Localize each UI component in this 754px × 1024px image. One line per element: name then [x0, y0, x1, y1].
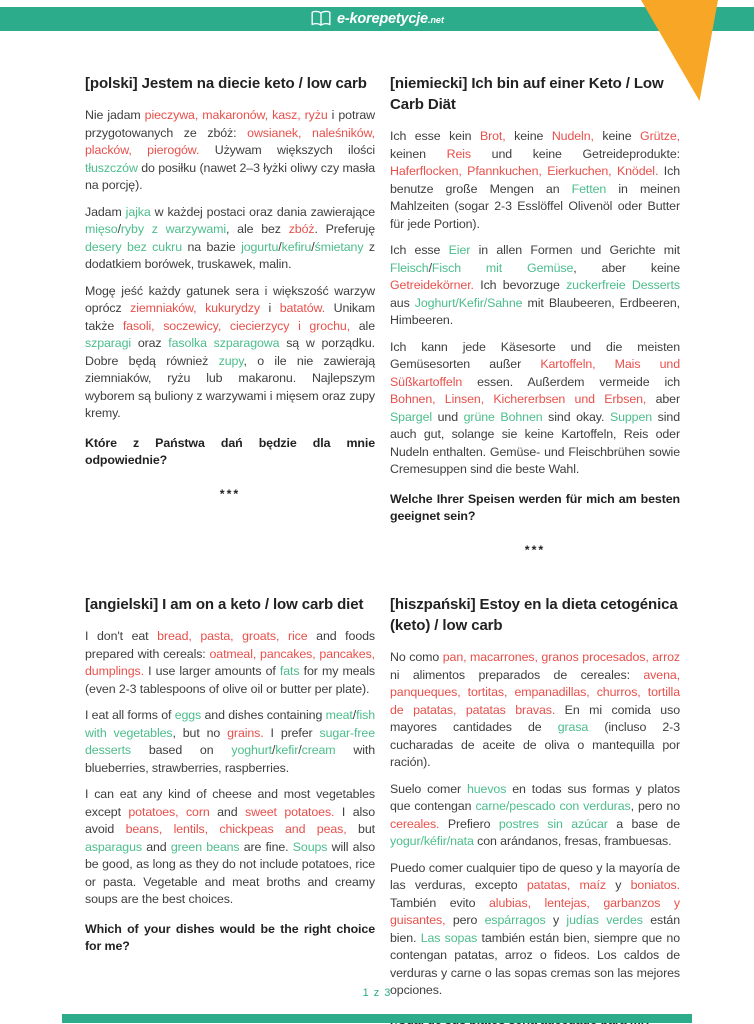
allowed-food-text: meat — [325, 708, 353, 722]
forbidden-food-text: beans, lentils, chickpeas and peas, — [125, 822, 347, 836]
body-paragraph — [85, 628, 375, 698]
forbidden-food-text: bread, pasta, groats, rice — [157, 629, 308, 643]
text-run: und — [432, 409, 464, 424]
text-run: and dishes containing — [201, 708, 326, 722]
text-run: aus — [390, 295, 415, 310]
allowed-food-text: kefiru — [281, 239, 312, 254]
allowed-food-text: śmietany — [314, 239, 364, 254]
text-run: Ich benutze große Mengen an — [390, 164, 680, 196]
text-run: , ale bez — [226, 222, 289, 236]
allowed-food-text: Fisch mit Gemüse — [431, 260, 574, 275]
section-title: [angielski] I am on a keto / low carb diet — [85, 596, 364, 613]
separator-stars: *** — [524, 542, 546, 557]
text-run: / — [311, 239, 315, 254]
body-paragraph — [390, 781, 680, 851]
forbidden-food-text: pan, macarrones, granos procesados, arroz — [442, 650, 680, 664]
allowed-food-text: carne/pescado con verduras — [475, 799, 631, 813]
text-run: a base de — [607, 816, 680, 831]
forbidden-food-text: Brot, — [479, 129, 506, 143]
allowed-food-text: desery bez cukru — [85, 239, 182, 254]
forbidden-food-text: sweet potatoes. — [244, 804, 335, 819]
forbidden-food-text: avena, panqueques, tortitas, empanadillas, churros, tortilla de patatas, patatas bravas. — [390, 667, 680, 717]
text-run: and foods prepared with cereals: — [85, 629, 375, 661]
text-run: pero — [445, 913, 485, 927]
text-run: (incluso 2-3 cucharadas de aceite de oliva o mantequilla por ración). — [390, 720, 680, 769]
allowed-food-text: green beans — [170, 839, 240, 854]
text-run: z dodatkiem borówek, truskawek, malin. — [85, 239, 375, 271]
allowed-food-text: zuckerfreie Desserts — [566, 278, 680, 292]
allowed-food-text: Suppen — [609, 409, 653, 424]
text-run: na bazie — [181, 239, 242, 254]
allowed-food-text: Fetten — [571, 181, 607, 196]
text-run: in meinen Mahlzeiten (sogar 2-3 Esslöffel Olivenöl oder Butter für jede Portion). — [390, 181, 680, 231]
page-indicator: 1 z 3 — [362, 987, 392, 999]
text-run: ni alimentos preparados de cereales: — [390, 667, 644, 682]
top-bar — [0, 7, 754, 31]
text-run: sind okay. — [542, 409, 610, 424]
text-run: with blueberries, strawberries, raspberries. — [85, 743, 375, 775]
question-paragraph: Które z Państwa dań będzie dla mnie odpowiednie? — [85, 435, 375, 467]
forbidden-food-text: Haferflocken, Pfannkuchen, Eierkuchen, Knödel. — [390, 164, 659, 178]
text-run: y — [605, 878, 631, 892]
text-run: Jadam — [85, 204, 126, 219]
allowed-food-text: asparagus — [85, 839, 142, 854]
text-run: will also be good, as long as they do not include potatoes, rice or pasta. Vegetable and meat broths and creamy soups are the best choices. — [85, 839, 375, 906]
allowed-food-text: Spargel — [390, 409, 433, 424]
body-paragraph — [390, 860, 680, 1000]
text-run: I also avoid — [85, 804, 376, 836]
text-run: En mi comida uso mayores cantidades de — [390, 702, 680, 734]
text-run: keine — [505, 129, 552, 143]
section-title: [polski] Jestem na diecie keto / low carb — [85, 75, 367, 92]
forbidden-food-text: batatów. — [279, 301, 326, 315]
text-run: i potraw przygotowanych ze zbóż: — [85, 108, 375, 140]
allowed-food-text: tłuszczów — [85, 160, 138, 175]
text-run: I use larger amounts of — [143, 664, 280, 678]
text-run: Ich esse — [390, 243, 449, 257]
text-run: Używam większych ilości — [199, 143, 375, 157]
allowed-food-text: judías verdes — [566, 913, 643, 927]
forbidden-food-text: Kartoffeln, Mais und Süßkartoffeln — [390, 357, 680, 389]
section-niemiecki — [390, 73, 680, 568]
allowed-food-text: fish with vegetables — [85, 708, 375, 740]
allowed-food-text: cream — [301, 743, 336, 757]
allowed-food-text: szparagi — [85, 336, 132, 350]
text-run: and — [209, 804, 245, 819]
sections-grid — [85, 73, 680, 1024]
text-run: están bien. — [390, 913, 681, 945]
forbidden-food-text: zbóż — [288, 222, 315, 236]
section-angielski — [85, 594, 375, 1024]
text-run: Nie jadam — [85, 108, 145, 122]
text-run: también están bien, siempre que no contengan patatas, arroz o fideos. Los caldos de verduras y carne o las sopas cremas son las mejores opciones. — [390, 930, 680, 997]
forbidden-food-text: potatoes, corn — [128, 804, 210, 819]
text-run: También evito — [390, 895, 489, 910]
body-paragraph — [85, 283, 375, 423]
allowed-food-text: mięso — [85, 222, 118, 236]
allowed-food-text: yoghurt — [231, 743, 272, 757]
allowed-food-text: Eier — [448, 243, 471, 257]
text-run: I don't eat — [85, 629, 158, 643]
forbidden-food-text: Bohnen, Linsen, Kichererbsen und Erbsen, — [390, 392, 647, 406]
text-run: und keine Getreideprodukte: — [470, 146, 680, 161]
text-run: I eat all forms of — [85, 708, 175, 722]
text-run: , aber keine — [573, 260, 680, 275]
allowed-food-text: yogur/kéfir/nata — [390, 834, 474, 848]
logo-suffix: .net — [427, 15, 444, 25]
forbidden-food-text: fasoli, soczewicy, ciecierzycy i grochu, — [122, 318, 351, 333]
body-paragraph — [390, 128, 680, 233]
forbidden-food-text: alubias, lentejas, garbanzos y guisantes, — [390, 895, 680, 927]
allowed-food-text: espárragos — [484, 913, 546, 927]
text-run: based on — [131, 743, 232, 757]
separator-stars: *** — [219, 486, 241, 501]
text-run: . Preferuję — [314, 222, 375, 236]
text-run: are fine. — [239, 839, 293, 854]
allowed-food-text: postres sin azúcar — [498, 816, 608, 831]
body-paragraph — [85, 707, 375, 777]
allowed-food-text: eggs — [174, 708, 202, 722]
forbidden-food-text: grains. — [227, 725, 264, 740]
text-run: / — [271, 743, 276, 757]
text-run: / — [428, 260, 432, 275]
forbidden-food-text: pieczywa, makaronów, kasz, ryżu — [144, 108, 328, 122]
text-run: Mogę jeść każdy gatunek sera i większość warzyw oprócz — [85, 283, 375, 315]
forbidden-food-text: oatmeal, pancakes, pancakes, dumplings. — [85, 646, 376, 678]
section-polski — [85, 73, 375, 568]
page-footer — [0, 983, 754, 1001]
allowed-food-text: Las sopas — [420, 930, 478, 945]
allowed-food-text: zupy — [218, 353, 244, 368]
text-run: , pero no — [630, 799, 680, 813]
text-run: sind auch gut, solange sie keine Kartoffeln, Reis oder Nudeln enthalten. Gemüse- und Fleischbrühen sowie Cremesuppen sind die beste Wahl. — [390, 409, 681, 476]
forbidden-food-text: owsianek, naleśników, placków, pierogów. — [85, 125, 376, 157]
text-run: No como — [390, 650, 443, 664]
section-title: [niemiecki] Ich bin auf einer Keto / Low Carb Diät — [390, 75, 664, 113]
text-run: in allen Formen und Gerichte mit — [470, 243, 681, 257]
open-book-icon — [310, 10, 332, 28]
text-run: Ich kann jede Käsesorte und die meisten Gemüsesorten außer — [390, 339, 680, 371]
allowed-food-text: kefir — [275, 743, 299, 757]
site-logo[interactable] — [310, 10, 444, 28]
text-run: keine — [593, 129, 641, 143]
question-paragraph: Which of your dishes would be the right choice for me? — [85, 921, 375, 953]
section-hiszpanski — [390, 594, 680, 1024]
text-run: do posiłku (nawet 2–3 łyżki oliwy czy masła na porcję). — [85, 160, 375, 192]
allowed-food-text: sugar-free desserts — [85, 725, 375, 757]
text-run: / — [117, 222, 121, 236]
text-run: Ich esse kein — [390, 129, 480, 143]
text-run: but — [346, 822, 375, 836]
body-paragraph — [390, 242, 680, 330]
text-run: oraz — [131, 336, 169, 350]
bottom-bar — [62, 1014, 692, 1023]
text-run: con arándanos, fresas, frambuesas. — [473, 834, 672, 848]
body-paragraph — [85, 786, 375, 909]
allowed-food-text: ryby z warzywami — [120, 222, 226, 236]
question-paragraph: Welche Ihrer Speisen werden für mich am besten geeignet sein? — [390, 491, 680, 523]
allowed-food-text: jajka — [125, 204, 151, 219]
text-run: w każdej postaci oraz dania zawierające — [150, 204, 375, 219]
text-run: i — [259, 301, 280, 315]
allowed-food-text: huevos — [466, 781, 507, 796]
allowed-food-text: fasolka szparagowa — [168, 336, 280, 350]
text-run: for my meals (even 2-3 tablespoons of olive oil or butter per plate). — [85, 664, 375, 696]
text-run: mit Blaubeeren, Erdbeeren, Himbeeren. — [390, 295, 680, 327]
text-run: , o ile nie zawierają ziemniaków, ryżu lub makaronu. Najlepszym wyborem są buliony z warzywami i mięsem oraz zupy kremy. — [85, 353, 376, 420]
body-paragraph — [390, 339, 680, 479]
text-run: essen. Außerdem vermeide ich — [462, 374, 680, 389]
text-run: aber — [646, 392, 680, 406]
forbidden-food-text: ziemniaków, kukurydzy — [130, 301, 260, 315]
allowed-food-text: fats — [279, 664, 300, 678]
text-run: Ich bevorzuge — [473, 278, 567, 292]
allowed-food-text: Joghurt/Kefir/Sahne — [414, 295, 523, 310]
forbidden-food-text: cereales. — [390, 816, 440, 831]
text-run: I prefer — [263, 725, 320, 740]
text-run: Unikam także — [85, 301, 376, 333]
allowed-food-text: grasa — [557, 720, 589, 734]
text-run: y — [545, 913, 567, 927]
text-run: I can eat any kind of cheese and most vegetables except — [85, 787, 375, 819]
forbidden-food-text: boniatos. — [630, 878, 680, 892]
forbidden-food-text: patatas, maíz — [526, 878, 606, 892]
body-paragraph — [390, 649, 680, 772]
text-run: Prefiero — [439, 816, 499, 831]
allowed-food-text: grüne Bohnen — [463, 409, 543, 424]
text-run: keinen — [390, 146, 447, 161]
text-run: en todas sus formas y platos que contengan — [390, 781, 680, 813]
body-paragraph — [85, 204, 375, 274]
logo-text: e-korepetycje — [337, 11, 428, 27]
allowed-food-text: Soups — [292, 839, 328, 854]
forbidden-food-text: Reis — [446, 146, 471, 161]
forbidden-food-text: Getreidekörner. — [390, 278, 474, 292]
text-run: Suelo comer — [390, 781, 467, 796]
text-run: Puedo comer cualquier tipo de queso y la mayoría de las verduras, excepto — [390, 860, 680, 892]
allowed-food-text: Fleisch — [390, 260, 429, 275]
forbidden-food-text: Grütze, — [640, 129, 680, 143]
text-run: , but no — [172, 725, 228, 740]
forbidden-food-text: Nudeln, — [551, 129, 594, 143]
allowed-food-text: jogurtu — [241, 239, 279, 254]
section-title: [hiszpański] Estoy en la dieta cetogénica (keto) / low carb — [390, 596, 678, 634]
text-run: są w porządku. Dobre będą również — [85, 336, 375, 368]
text-run: / — [298, 743, 302, 757]
text-run: and — [141, 839, 171, 854]
body-paragraph — [85, 107, 375, 195]
text-run: ale — [350, 318, 375, 333]
text-run: / — [278, 239, 282, 254]
text-run: / — [352, 708, 357, 722]
